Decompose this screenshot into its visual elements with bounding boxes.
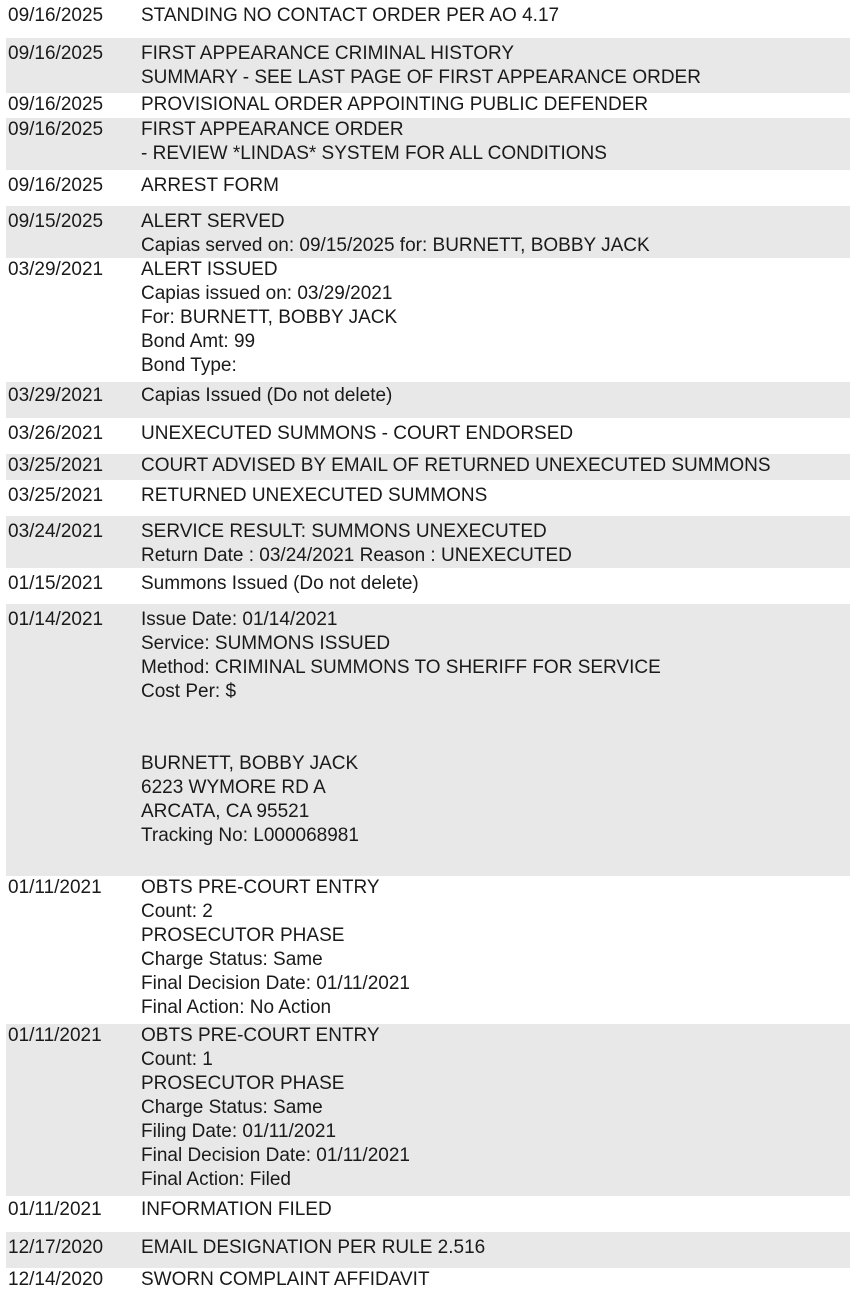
entry-line: Final Decision Date: 01/11/2021 — [141, 1145, 410, 1166]
entry-date: 09/16/2025 — [8, 119, 104, 140]
entry-date: 01/15/2021 — [8, 573, 104, 594]
entry-description — [141, 1024, 850, 1192]
docket-entry — [6, 418, 850, 454]
entry-line: Capias Issued (Do not delete) — [141, 385, 393, 406]
entry-line: COURT ADVISED BY EMAIL OF RETURNED UNEXECUTED SUMMONS — [141, 455, 771, 476]
docket-entry — [6, 118, 850, 170]
entry-line: FIRST APPEARANCE ORDER — [141, 119, 404, 140]
entry-date: 09/16/2025 — [8, 94, 104, 115]
entry-line: For: BURNETT, BOBBY JACK — [141, 307, 398, 328]
entry-line: Count: 2 — [141, 901, 213, 922]
entry-line: 6223 WYMORE RD A — [141, 777, 326, 798]
docket-entry — [6, 38, 850, 93]
entry-date: 09/16/2025 — [8, 43, 104, 64]
entry-line: SERVICE RESULT: SUMMONS UNEXECUTED — [141, 521, 547, 542]
entry-line: SUMMARY - SEE LAST PAGE OF FIRST APPEARANCE ORDER — [141, 67, 701, 88]
docket-entry — [6, 1024, 850, 1196]
docket-entry — [6, 1268, 850, 1292]
entry-line — [141, 728, 850, 752]
docket-entry — [6, 876, 850, 1024]
docket-entry — [6, 1232, 850, 1268]
entry-line: PROVISIONAL ORDER APPOINTING PUBLIC DEFENDER — [141, 94, 649, 115]
entry-description — [141, 484, 850, 508]
entry-line: ARREST FORM — [141, 175, 279, 196]
entry-line: Bond Type: — [141, 355, 237, 376]
entry-line: OBTS PRE-COURT ENTRY — [141, 1025, 380, 1046]
entry-line: Method: CRIMINAL SUMMONS TO SHERIFF FOR SERVICE — [141, 657, 661, 678]
entry-date: 12/14/2020 — [8, 1269, 104, 1290]
entry-date: 09/16/2025 — [8, 175, 104, 196]
entry-description — [141, 572, 850, 596]
docket-entry — [6, 454, 850, 480]
entry-line: ALERT ISSUED — [141, 259, 278, 280]
entry-line: INFORMATION FILED — [141, 1199, 332, 1220]
entry-description — [141, 118, 850, 166]
entry-line: Service: SUMMONS ISSUED — [141, 633, 391, 654]
entry-line: EMAIL DESIGNATION PER RULE 2.516 — [141, 1237, 486, 1258]
entry-date: 03/25/2021 — [8, 485, 104, 506]
entry-line: Final Decision Date: 01/11/2021 — [141, 973, 410, 994]
entry-line: ARCATA, CA 95521 — [141, 801, 310, 822]
entry-line: Charge Status: Same — [141, 949, 323, 970]
entry-description — [141, 4, 850, 28]
docket-entry — [6, 206, 850, 258]
entry-line: STANDING NO CONTACT ORDER PER AO 4.17 — [141, 5, 560, 26]
entry-line: Cost Per: $ — [141, 681, 237, 702]
entry-line: Final Action: No Action — [141, 997, 332, 1018]
docket-entry — [6, 382, 850, 418]
entry-line: Charge Status: Same — [141, 1097, 323, 1118]
entry-line: Summons Issued (Do not delete) — [141, 573, 419, 594]
entry-date: 01/11/2021 — [8, 877, 102, 898]
entry-description — [141, 876, 850, 1020]
docket-entry — [6, 480, 850, 516]
entry-line: Capias issued on: 03/29/2021 — [141, 283, 393, 304]
entry-line: Count: 1 — [141, 1049, 213, 1070]
docket-entry — [6, 1196, 850, 1232]
entry-date: 09/16/2025 — [8, 5, 104, 26]
entry-line: RETURNED UNEXECUTED SUMMONS — [141, 485, 488, 506]
docket-entry — [6, 258, 850, 382]
entry-date: 09/15/2025 — [8, 211, 104, 232]
entry-line: - REVIEW *LINDAS* SYSTEM FOR ALL CONDITIONS — [141, 143, 607, 164]
entry-line: Tracking No: L000068981 — [141, 825, 359, 846]
entry-description — [141, 1268, 850, 1292]
entry-line: Issue Date: 01/14/2021 — [141, 609, 338, 630]
entry-line: PROSECUTOR PHASE — [141, 1073, 345, 1094]
entry-description — [141, 93, 850, 117]
docket-entry — [6, 93, 850, 118]
entry-date: 03/29/2021 — [8, 259, 104, 280]
entry-description — [141, 258, 850, 378]
entry-line: Return Date : 03/24/2021 Reason : UNEXECUTED — [141, 545, 572, 566]
entry-line: Filing Date: 01/11/2021 — [141, 1121, 337, 1142]
docket-entry — [6, 170, 850, 206]
entry-date: 01/11/2021 — [8, 1199, 102, 1220]
entry-line: ALERT SERVED — [141, 211, 285, 232]
entry-description — [141, 454, 850, 478]
entry-description — [141, 608, 850, 848]
entry-date: 12/17/2020 — [8, 1237, 104, 1258]
docket-entry — [6, 0, 850, 36]
entry-date: 03/24/2021 — [8, 521, 104, 542]
entry-description — [141, 384, 850, 408]
entry-description — [141, 210, 850, 258]
entry-description — [141, 1198, 850, 1222]
entry-date: 01/11/2021 — [8, 1025, 102, 1046]
entry-line: BURNETT, BOBBY JACK — [141, 753, 359, 774]
entry-line: Bond Amt: 99 — [141, 331, 256, 352]
entry-line: FIRST APPEARANCE CRIMINAL HISTORY — [141, 43, 515, 64]
entry-line: Final Action: Filed — [141, 1169, 291, 1190]
entry-date: 03/26/2021 — [8, 423, 104, 444]
entry-description — [141, 174, 850, 198]
entry-line: OBTS PRE-COURT ENTRY — [141, 877, 380, 898]
entry-description — [141, 42, 850, 90]
entry-date: 03/29/2021 — [8, 385, 104, 406]
entry-line: Capias served on: 09/15/2025 for: BURNETT, BOBBY JACK — [141, 235, 650, 256]
entry-line: UNEXECUTED SUMMONS - COURT ENDORSED — [141, 423, 574, 444]
entry-description — [141, 1236, 850, 1260]
docket-entry — [6, 604, 850, 876]
entry-date: 03/25/2021 — [8, 455, 104, 476]
entry-line: SWORN COMPLAINT AFFIDAVIT — [141, 1269, 430, 1290]
docket-entry — [6, 568, 850, 604]
entry-line: PROSECUTOR PHASE — [141, 925, 345, 946]
docket-entry — [6, 516, 850, 568]
entry-line — [141, 704, 850, 728]
entry-date: 01/14/2021 — [8, 609, 104, 630]
entry-description — [141, 422, 850, 446]
entry-description — [141, 520, 850, 568]
